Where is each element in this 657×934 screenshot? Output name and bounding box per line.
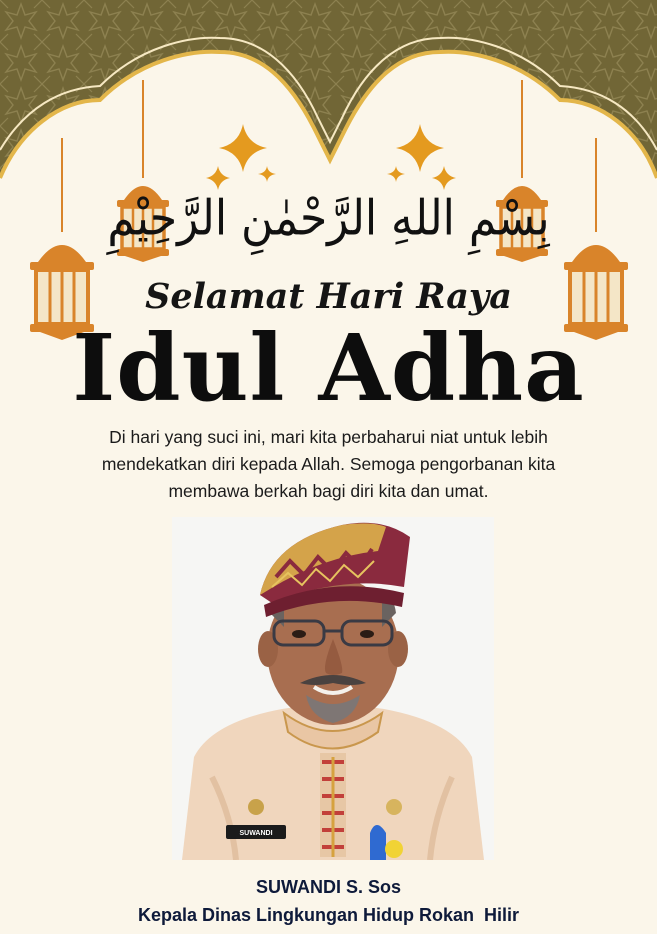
person-name: SUWANDI S. Sos [255,877,402,897]
portrait-illustration [172,517,494,860]
greeting-message [70,424,587,505]
page-title: Idul Adha [72,314,585,422]
message-line: Di hari yang suci ini, mari kita perbaharui niat untuk lebih [109,427,548,447]
person-position: Kepala Dinas Lingkungan Hidup Rokan Hilir [137,905,520,925]
message-line: mendekatkan diri kepada Allah. Semoga pengorbanan kita [101,454,556,474]
name-tag-text: SUWANDI [239,830,273,837]
arch-pattern [0,0,657,178]
bismillah-calligraphy: بِسْمِ اللهِ الرَّحْمٰنِ الرَّحِيْمِ [107,190,550,247]
greeting-text: Selamat Hari Raya [145,276,512,317]
portrait-photo [172,517,494,860]
message-line: membawa berkah bagi diri kita dan umat. [168,481,489,501]
